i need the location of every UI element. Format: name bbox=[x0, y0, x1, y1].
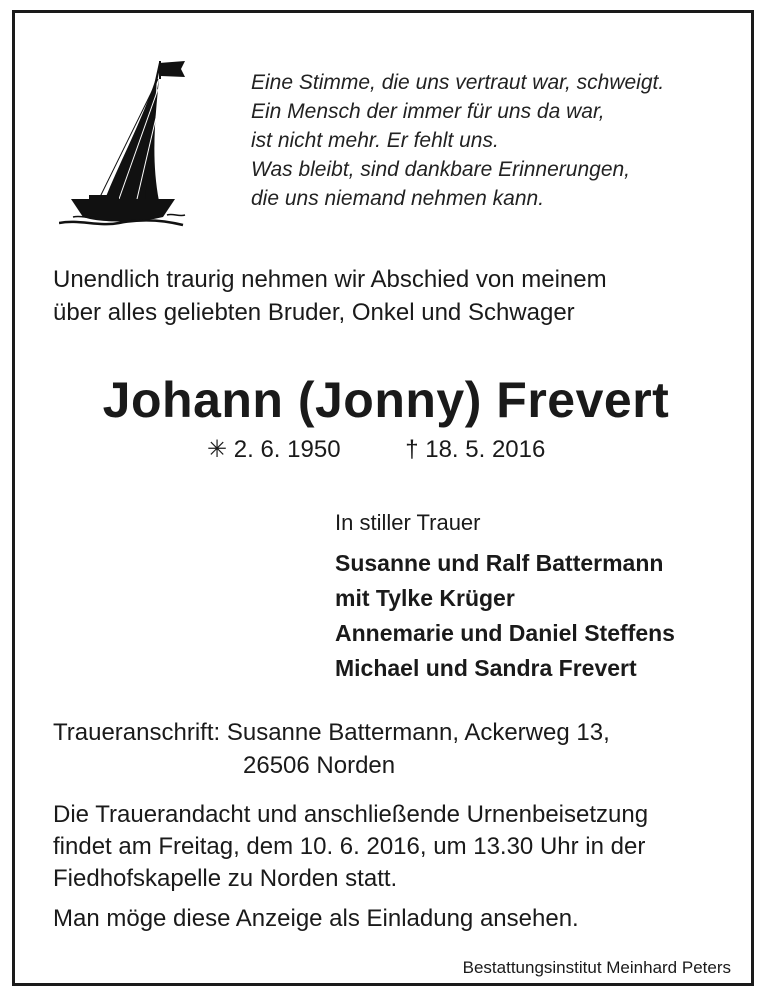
address-line: Traueranschrift: Susanne Battermann, Ackerweg 13, bbox=[53, 719, 610, 746]
intro-line: Unendlich traurig nehmen wir Abschied von meinem bbox=[53, 266, 607, 293]
death-date: † 18. 5. 2016 bbox=[405, 436, 546, 463]
poem-line: Eine Stimme, die uns vertraut war, schweigt. bbox=[251, 71, 665, 94]
mourning-label: In stiller Trauer bbox=[335, 510, 481, 535]
mourner-name: Susanne und Ralf Battermann bbox=[335, 550, 664, 576]
ceremony-line: Fiedhofskapelle zu Norden statt. bbox=[53, 865, 398, 892]
life-dates bbox=[207, 433, 545, 467]
obituary-notice bbox=[12, 10, 754, 986]
ceremony-line: Die Trauerandacht und anschließende Urnenbeisetzung bbox=[53, 801, 649, 828]
poem bbox=[251, 68, 664, 213]
address-line: 26506 Norden bbox=[243, 752, 396, 779]
ceremony-line: findet am Freitag, dem 10. 6. 2016, um 13.30 Uhr in der bbox=[53, 833, 646, 860]
birth-date: ✳ 2. 6. 1950 bbox=[207, 436, 341, 463]
invitation-note: Man möge diese Anzeige als Einladung ansehen. bbox=[53, 905, 579, 932]
mourner-name: Michael und Sandra Frevert bbox=[335, 655, 637, 681]
sailboat-icon bbox=[59, 49, 187, 229]
intro-line: über alles geliebten Bruder, Onkel und Schwager bbox=[53, 299, 575, 326]
poem-line: Ein Mensch der immer für uns da war, bbox=[251, 100, 605, 123]
poem-line: ist nicht mehr. Er fehlt uns. bbox=[251, 129, 499, 152]
poem-line: Was bleibt, sind dankbare Erinnerungen, bbox=[251, 158, 631, 181]
intro-text bbox=[53, 263, 607, 329]
mourner-name: mit Tylke Krüger bbox=[335, 585, 515, 611]
mourners-block bbox=[335, 508, 675, 686]
ceremony-info bbox=[53, 799, 648, 895]
undertaker-credit: Bestattungsinstitut Meinhard Peters bbox=[462, 958, 731, 977]
deceased-name: Johann (Jonny) Frevert bbox=[102, 372, 670, 428]
mourning-address bbox=[53, 716, 610, 782]
mourner-name: Annemarie und Daniel Steffens bbox=[335, 620, 675, 646]
poem-line: die uns niemand nehmen kann. bbox=[251, 187, 545, 210]
